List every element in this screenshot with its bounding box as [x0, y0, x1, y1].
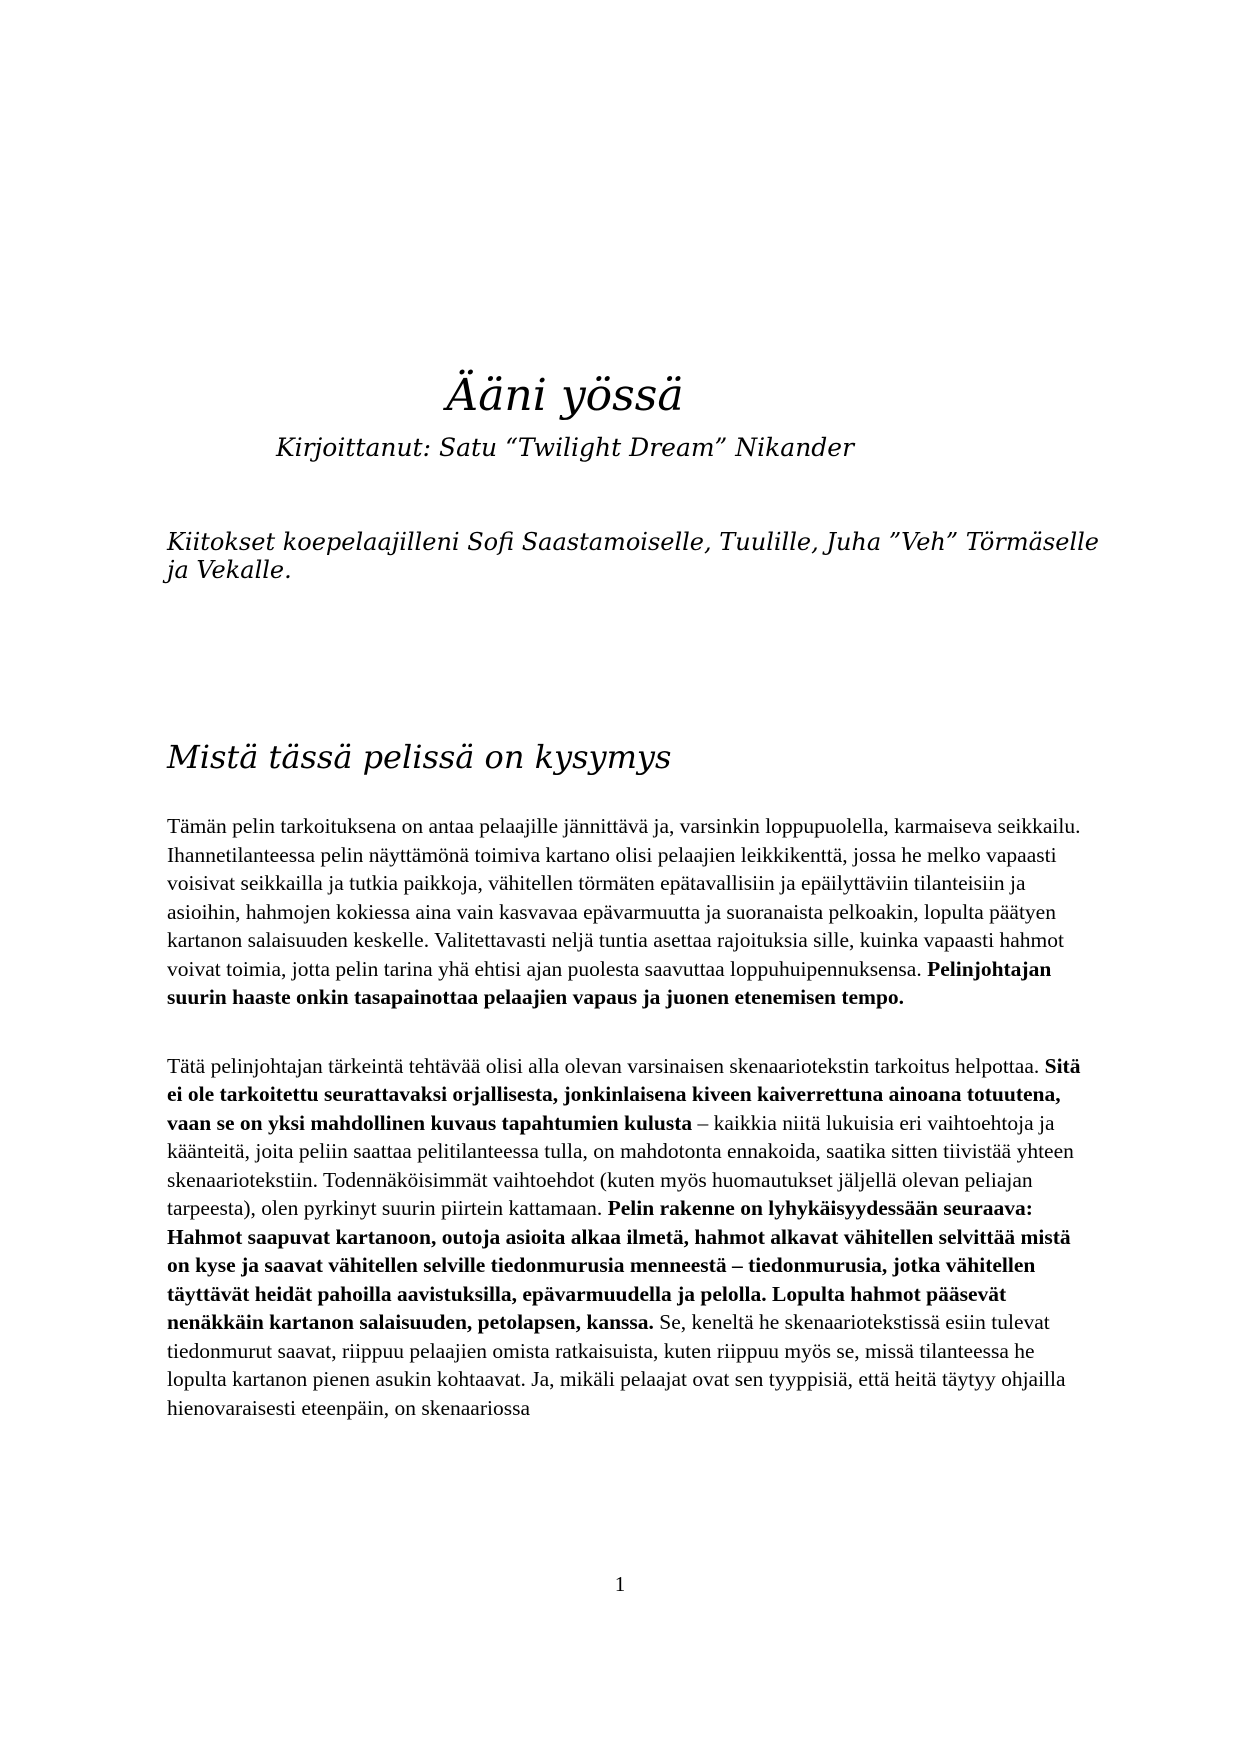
document-byline: Kirjoittanut: Satu “Twilight Dream” Nikander — [275, 433, 855, 462]
body-text — [167, 812, 1097, 1462]
paragraph — [167, 1052, 1097, 1423]
section-heading: Mistä tässä pelissä on kysymys — [167, 738, 672, 776]
text-segment-bold: Pelin rakenne on lyhykäisyydessään seuraava: Hahmot saapuvat kartanoon, outoja asioita alkaa ilmetä, hahmot alkavat vähitellen selvittää mistä on kyse ja saavat vähitellen selville tiedonmurusia menneestä – tiedonmurusia, jotka vähitellen täyttävät heidät pahoilla aavistuksilla, epävarmuudella ja pelolla. Lopulta hahmot pääsevät nenäkkäin kartanon salaisuuden, petolapsen, kanssa. — [167, 1196, 1071, 1334]
text-segment-bold: Sitä ei ole tarkoitettu seurattavaksi orjallisesta, jonkinlaisena kiveen kaiverrettuna ainoana totuutena, vaan se on yksi mahdollinen kuvaus tapahtumien kulusta — [167, 1053, 1081, 1135]
text-segment-bold: Pelinjohtajan suurin haaste onkin tasapainottaa pelaajien vapaus ja juonen etenemisen tempo. — [167, 956, 1052, 1009]
text-segment: Se, keneltä he skenaariotekstissä esiin tulevat tiedonmurut saavat, riippuu pelaajien omista ratkaisuista, kuten riippuu myös se, missä tilanteessa he lopulta kartanon pienen asukin kohtaavat. Ja, mikäli pelaajat ovat sen tyyppisiä, että heitä täytyy ohjailla hienovaraisesti eteenpäin, on skenaariossa — [167, 1310, 1066, 1420]
text-segment: – kaikkia niitä lukuisia eri vaihtoehtoja ja käänteitä, joita peliin saattaa pelitilanteessa tulla, on mahdotonta ennakoida, saatika sitten tiivistää yhteen skenaariotekstiin. Todennäköisimmät vaihtoehdot (kuten myös huomautukset jäljellä olevan peliajan tarpeesta), olen pyrkinyt suurin piirtein kattamaan. — [167, 1110, 1074, 1220]
acknowledgement-line: Kiitokset koepelaajilleni Sofi Saastamoiselle, Tuulille, Juha ”Veh” Törmäselle ja Vekalle. — [167, 528, 1099, 584]
paragraph — [167, 812, 1097, 1012]
text-segment: Tämän pelin tarkoituksena on antaa pelaajille jännittävä ja, varsinkin loppupuolella, karmaiseva seikkailu. Ihannetilanteessa pelin näyttämönä toimiva kartano olisi pelaajien leikkikenttä, jossa he melko vapaasti voisivat seikkailla ja tutkia paikkoja, vähitellen törmäten epätavallisiin ja epäilyttäviin tilanteisiin ja asioihin, hahmojen kokiessa aina vain kasvavaa epävarmuutta ja suoranaista pelkoakin, lopulta päätyen kartanon salaisuuden keskelle. Valitettavasti neljä tuntia asettaa rajoituksia sille, kuinka vapaasti hahmot voivat toimia, jotta pelin tarina yhä ehtisi ajan puolesta saavuttaa loppuhuipennuksensa. — [167, 814, 1081, 981]
text-segment: Tätä pelinjohtajan tärkeintä tehtävää olisi alla olevan varsinaisen skenaariotekstin tarkoitus helpottaa. — [167, 1053, 1045, 1078]
document-title: Ääni yössä — [446, 370, 684, 421]
page-number: 1 — [614, 1572, 626, 1596]
